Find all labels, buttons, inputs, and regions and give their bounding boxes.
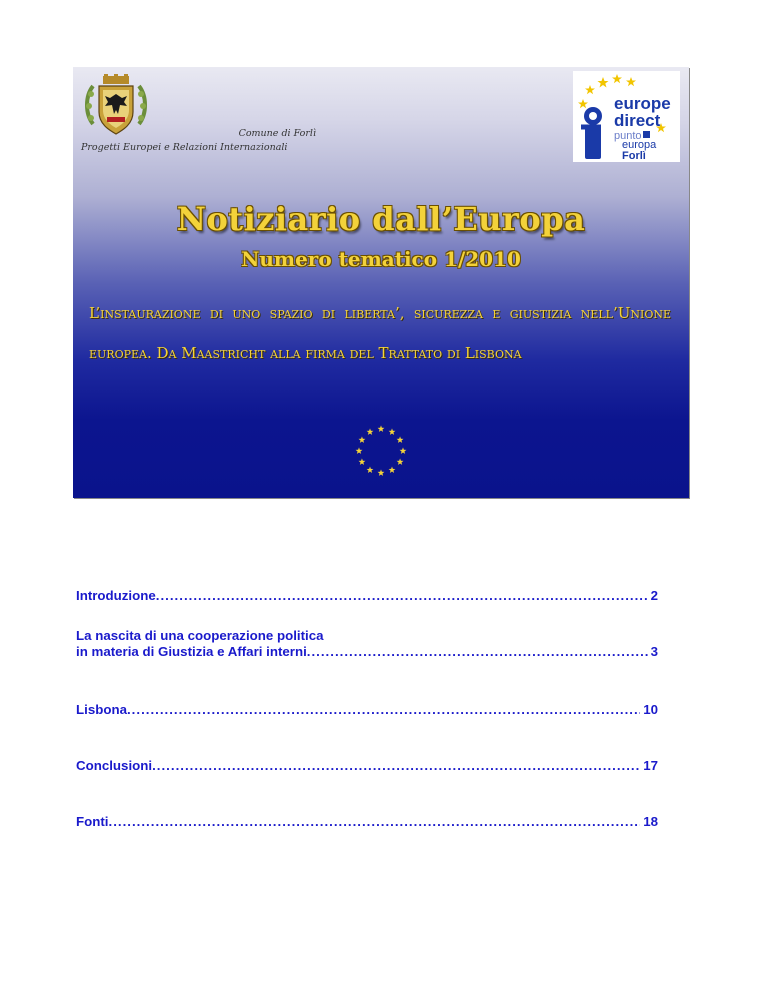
issue-heading: L’instaurazione di uno spazio di liberta’, sicurezza e giustizia nell’Unione europea. Da Maastricht alla firma del Trattato di Lisbona: [89, 304, 671, 362]
eu-star-icon: [397, 436, 404, 443]
logo-europa-text: europa: [622, 139, 657, 151]
toc-label: Introduzione: [76, 588, 156, 603]
comune-name: Comune di Forlì: [238, 128, 316, 139]
europe-direct-logo-mark: [573, 71, 680, 162]
toc-entry-introduzione[interactable]: [76, 588, 658, 604]
eu-star-icon: [378, 425, 385, 432]
eu-star-icon: [389, 428, 396, 435]
eu-star-icon: [389, 466, 396, 473]
europe-direct-logo: [573, 71, 680, 162]
eu-star-icon: [359, 436, 366, 443]
toc-leader: [127, 702, 640, 718]
toc-leader: [307, 644, 648, 660]
toc-page-number: 18: [643, 814, 658, 829]
eu-star-icon: [367, 428, 374, 435]
logo-direct-text: direct: [614, 111, 661, 130]
toc-label: in materia di Giustizia e Affari interni: [76, 644, 307, 659]
toc-page-number: 3: [650, 644, 658, 659]
eu-star-icon: [378, 469, 385, 476]
toc-entry-lisbona[interactable]: [76, 702, 658, 718]
logo-punto-text: punto: [614, 130, 642, 142]
eu-star-icon: [400, 447, 407, 454]
issue-subtitle: Numero tematico 1/2010: [241, 247, 521, 271]
comune-label: [81, 127, 316, 153]
cover-banner: [73, 67, 689, 498]
newsletter-title: Notiziario dall’Europa: [176, 200, 586, 238]
toc-leader: [152, 758, 640, 774]
toc-page-number: 17: [643, 758, 658, 773]
eu-stars-icon: [345, 421, 417, 481]
logo-europe-text: europe: [614, 94, 671, 113]
eu-star-icon: [356, 447, 363, 454]
toc-entry-fonti[interactable]: [76, 814, 658, 830]
toc-label: Fonti: [76, 814, 109, 829]
toc-label: Conclusioni: [76, 758, 153, 773]
toc-entry-conclusioni[interactable]: [76, 758, 658, 774]
toc-entry-nascita-cooperazione[interactable]: [76, 628, 658, 660]
eu-star-icon: [359, 458, 366, 465]
toc-leader: [156, 588, 648, 604]
toc-label-line1: La nascita di una cooperazione politica: [76, 628, 324, 643]
eu-star-icon: [367, 466, 374, 473]
toc-page-number: 2: [650, 588, 658, 603]
toc-leader: [109, 814, 641, 830]
logo-forli-text: Forlì: [622, 150, 646, 162]
comune-department: Progetti Europei e Relazioni Internazionali: [81, 142, 288, 153]
eu-star-icon: [397, 458, 404, 465]
toc-label: Lisbona: [76, 702, 127, 717]
toc-page-number: 10: [643, 702, 658, 717]
